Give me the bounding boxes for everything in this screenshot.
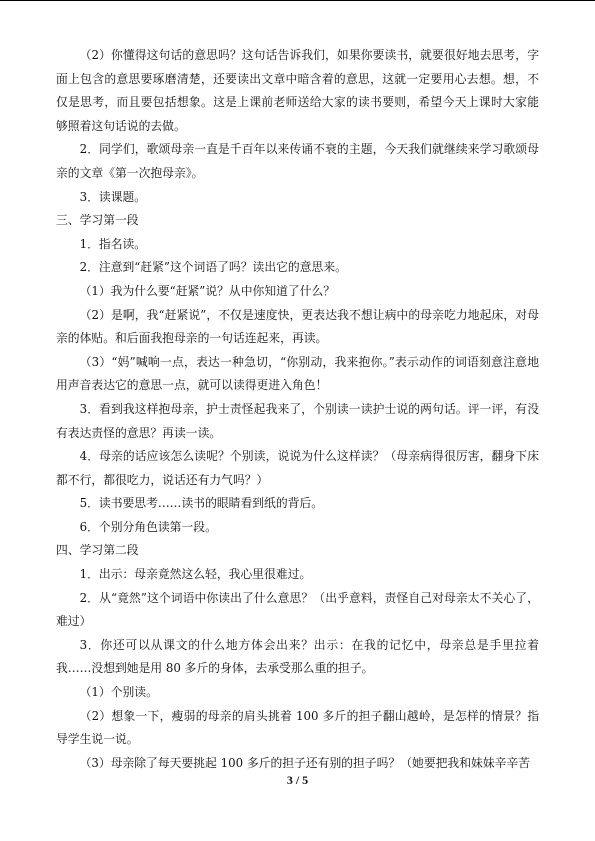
paragraph: （2）是啊，我“赶紧说”，不仅是速度快，更表达我不想让病中的母亲吃力地起床，对母亲的体贴。和后面我抱母亲的一句话连起来，再读。 xyxy=(56,307,539,346)
page-number: 3 / 5 xyxy=(286,773,309,787)
paragraph: （1）我为什么要“赶紧”说？从中你知道了什么？ xyxy=(79,283,336,298)
paragraph: （2）想象一下，瘦弱的母亲的肩头挑着 100 多斤的担子翻山越岭，是怎样的情景？指导学生说一说。 xyxy=(56,708,539,747)
section-heading: 三、学习第一段 xyxy=(56,213,139,228)
section-heading: 四、学习第二段 xyxy=(56,543,139,558)
paragraph: 2．从“竟然”这个词语中你读出了什么意思？（出乎意料，责怪自己对母亲太不关心了，难过） xyxy=(56,590,539,629)
paragraph: （1）个别读。 xyxy=(79,685,158,700)
paragraph: 3．看到我这样抱母亲，护士责怪起我来了，个别读一读护士说的两句话。评一评，有没有表达责怪的意思？再读一读。 xyxy=(56,401,539,440)
paragraph: 6．个别分角色读第一段。 xyxy=(79,519,217,534)
paragraph: （2）你懂得这句话的意思吗？这句话告诉我们，如果你要读书，就要很好地去思考，字面上包含的意思要琢磨清楚，还要读出文章中暗含着的意思，这就一定要用心去想。想，不仅是思考，而且要包括想象。这是上课前老师送给大家的读书要则，希望今天上课时大家能够照着这句话说的去做。 xyxy=(56,48,539,133)
paragraph: 2．同学们，歌颂母亲一直是千百年以来传诵不衰的主题，今天我们就继续来学习歌颂母亲的文章《第一次抱母亲》。 xyxy=(56,142,539,180)
paragraph: （3）母亲除了每天要挑起 100 多斤的担子还有别的担子吗？（她要把我和妹妹辛辛苦 xyxy=(79,755,531,770)
paragraph: 3．读课题。 xyxy=(79,189,147,204)
document-body xyxy=(56,44,539,775)
paragraph: 4．母亲的话应该怎么读呢？个别读，说说为什么这样读？（母亲病得很厉害，翻身下床都不行，都很吃力，说话还有力气吗？） xyxy=(56,449,539,487)
paragraph: 5．读书要思考……读书的眼睛看到纸的背后。 xyxy=(79,496,324,511)
paragraph: 2．注意到“赶紧”这个词语了吗？读出它的意思来。 xyxy=(79,260,347,275)
paragraph: 1．指名读。 xyxy=(79,236,147,251)
paragraph: 1．出示：母亲竟然这么轻，我心里很难过。 xyxy=(79,567,312,582)
header-rule xyxy=(0,0,595,1)
paragraph: （3）“妈”喊响一点，表达一种急切，“你别动，我来抱你。”表示动作的词语刻意注意地用声音表达它的意思一点，就可以读得更进入角色！ xyxy=(56,354,539,393)
paragraph: 3．你还可以从课文的什么地方体会出来？出示：在我的记忆中，母亲总是手里拉着我……没想到她是用 80 多斤的身体，去承受那么重的担子。 xyxy=(56,637,539,676)
